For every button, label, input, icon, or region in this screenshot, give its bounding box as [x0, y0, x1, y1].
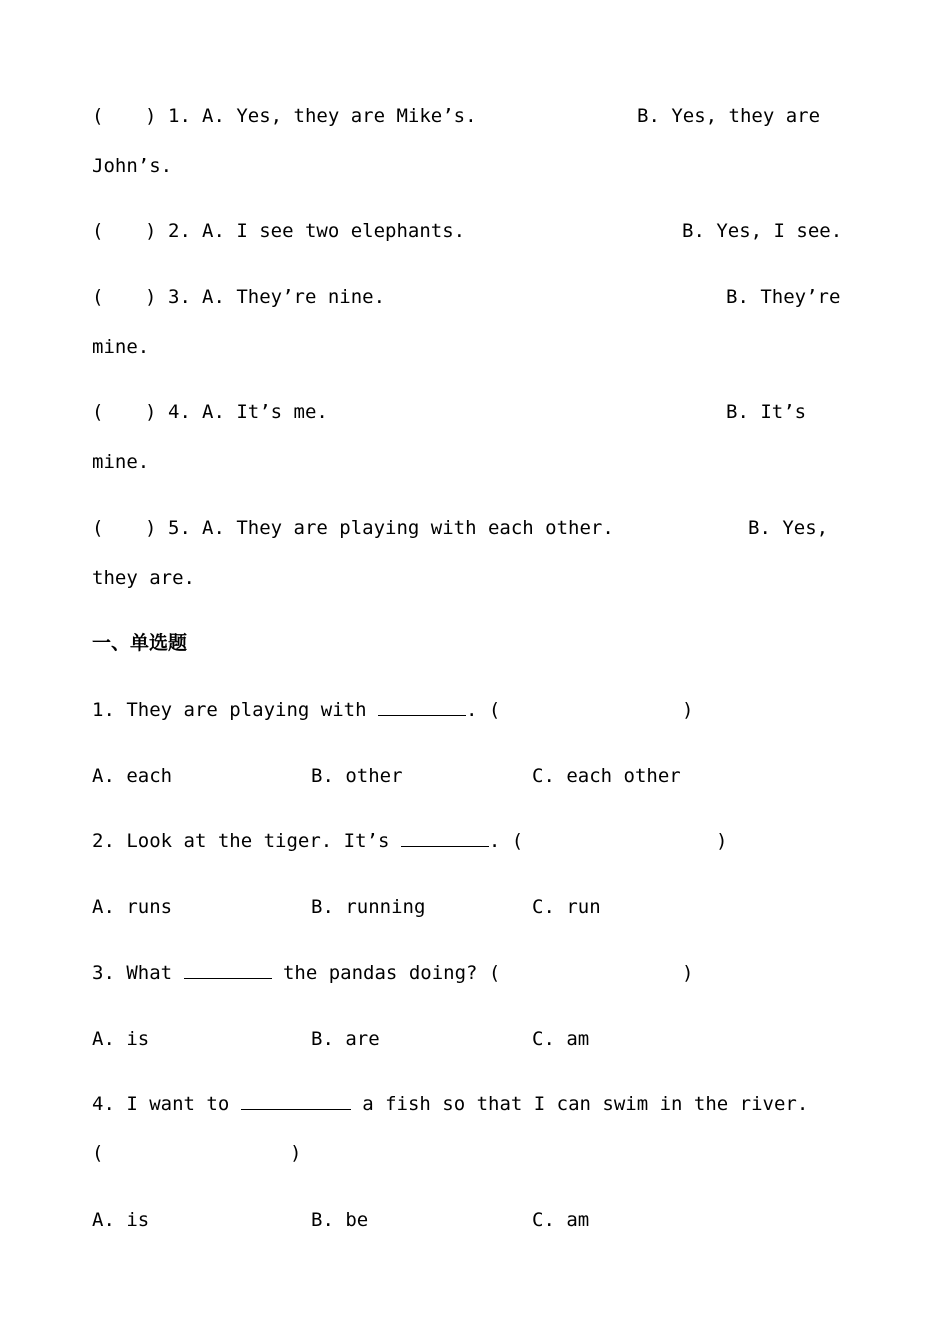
answer-blank: [378, 699, 466, 716]
question-text-tail: . (: [488, 830, 524, 852]
option-a: A. It’s me.: [202, 401, 328, 423]
option-b: B. It’s: [726, 401, 807, 423]
choice-c: C. each other: [532, 765, 681, 787]
choice-a: A. each: [92, 765, 173, 787]
choice-c: C. run: [532, 896, 601, 918]
answer-paren-close: ): [145, 105, 157, 127]
choice-b: B. be: [311, 1209, 369, 1231]
question-text-tail: a fish so that I can swim in the river.: [362, 1093, 809, 1115]
choice-a: A. is: [92, 1028, 150, 1050]
choice-c: C. am: [532, 1028, 590, 1050]
question-stem: [92, 961, 500, 985]
option-a: A. They’re nine.: [202, 286, 386, 308]
option-b: B. Yes,: [748, 517, 829, 539]
answer-blank: [184, 962, 272, 979]
question-stem: [92, 829, 523, 853]
question-text: 3. What: [92, 962, 173, 984]
option-b-continued: mine.: [92, 451, 150, 473]
item-number: 2.: [168, 220, 191, 242]
item-number: 4.: [168, 401, 191, 423]
answer-paren-close: ): [145, 517, 157, 539]
option-a: A. They are playing with each other.: [202, 517, 614, 539]
item-number: 1.: [168, 105, 191, 127]
answer-paren-close: ): [682, 962, 694, 984]
choice-c: C. am: [532, 1209, 590, 1231]
answer-paren-open: (: [92, 401, 104, 423]
answer-paren-close: ): [290, 1142, 302, 1164]
answer-blank: [241, 1093, 351, 1110]
question-text-tail: the pandas doing? (: [282, 962, 501, 984]
item-number: 3.: [168, 286, 191, 308]
question-text: 1. They are playing with: [92, 699, 367, 721]
option-a: A. Yes, they are Mike’s.: [202, 105, 477, 127]
section-title: 一、单选题: [92, 632, 188, 654]
option-b-continued: John’s.: [92, 155, 173, 177]
question-stem: [92, 698, 500, 722]
answer-paren-close: ): [145, 220, 157, 242]
answer-blank: [401, 830, 489, 847]
question-text: 4. I want to: [92, 1093, 230, 1115]
answer-paren-open: (: [92, 517, 104, 539]
answer-paren-close: ): [716, 830, 728, 852]
question-stem: [92, 1092, 808, 1116]
item-number: 5.: [168, 517, 191, 539]
option-b-continued: they are.: [92, 567, 195, 589]
choice-a: A. is: [92, 1209, 150, 1231]
question-text-tail: . (: [466, 699, 501, 721]
option-b: B. Yes, they are: [637, 105, 821, 127]
answer-paren-close: ): [145, 401, 157, 423]
answer-paren-close: ): [145, 286, 157, 308]
option-b-continued: mine.: [92, 336, 150, 358]
answer-paren-close: ): [682, 699, 694, 721]
choice-b: B. running: [311, 896, 426, 918]
answer-paren-open: (: [92, 105, 104, 127]
option-a: A. I see two elephants.: [202, 220, 466, 242]
option-b: B. Yes, I see.: [682, 220, 843, 242]
question-text: 2. Look at the tiger. It’s: [92, 830, 390, 852]
choice-b: B. are: [311, 1028, 380, 1050]
answer-paren-open: (: [92, 286, 104, 308]
option-b: B. They’re: [726, 286, 841, 308]
answer-paren-open: (: [92, 1142, 104, 1164]
choice-a: A. runs: [92, 896, 173, 918]
answer-paren-open: (: [92, 220, 104, 242]
choice-b: B. other: [311, 765, 403, 787]
